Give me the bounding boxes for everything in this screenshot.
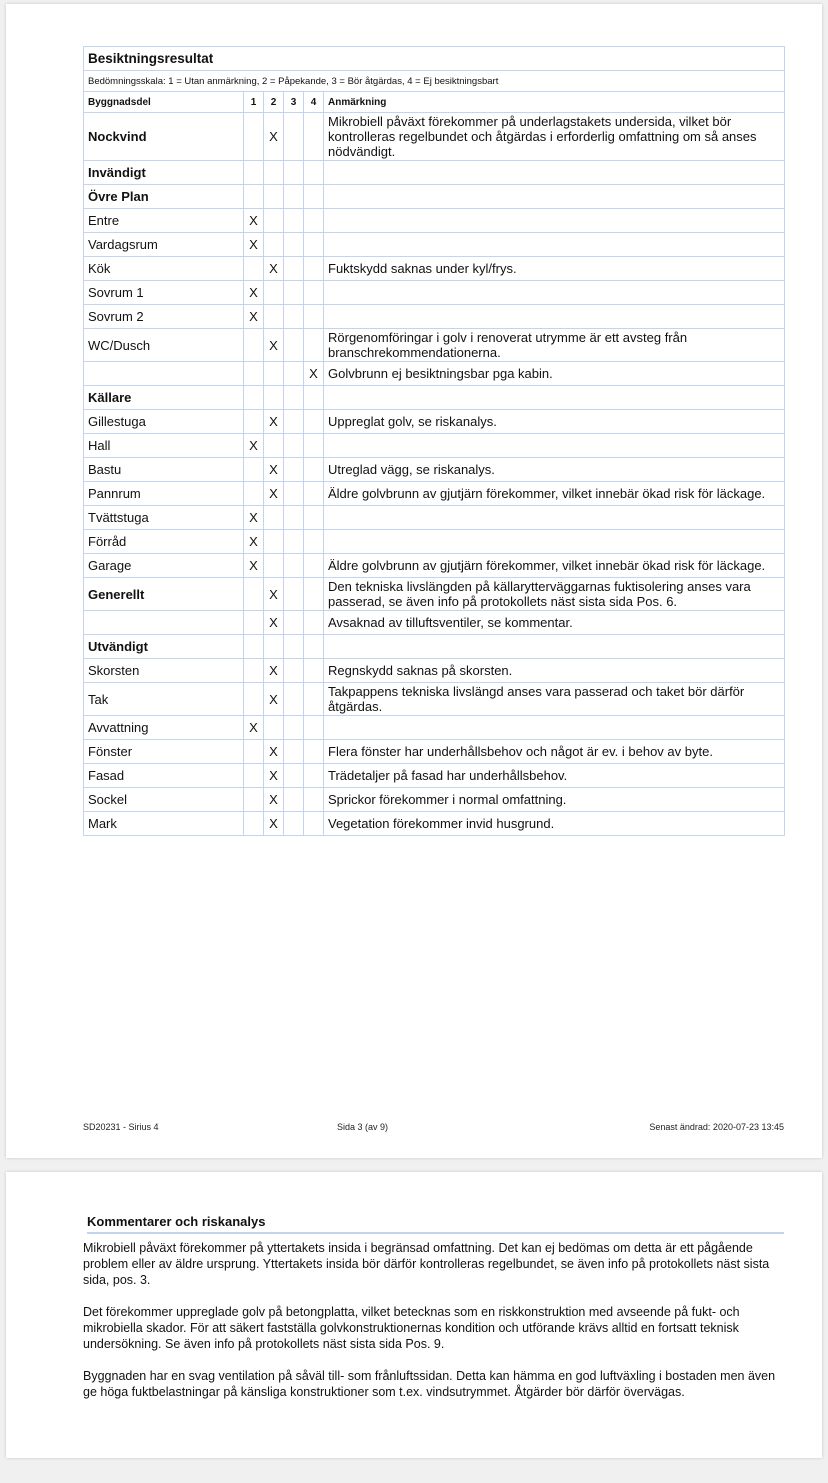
table-row — [84, 578, 785, 611]
building-part-cell: Fasad — [84, 764, 244, 788]
remark-cell — [324, 386, 785, 410]
comment-paragraph: Byggnaden har en svag ventilation på såväl till- som frånluftssidan. Detta kan hämma en god luftväxling i bostaden men även ge höga fuktbelastningar på känsliga konstruktioner som t.ex. vindsutrymmet. Åtgärder bör därför övervägas. — [83, 1369, 776, 1399]
building-part-cell: Övre Plan — [84, 185, 244, 209]
table-row — [84, 329, 785, 362]
header-rating-3: 3 — [284, 92, 304, 113]
rating-4-cell — [304, 764, 324, 788]
rating-3-cell — [284, 611, 304, 635]
rating-2-cell: X — [264, 257, 284, 281]
rating-4-cell — [304, 233, 324, 257]
rating-2-cell: X — [264, 788, 284, 812]
rating-4-cell — [304, 305, 324, 329]
rating-2-cell: X — [264, 329, 284, 362]
rating-3-cell — [284, 578, 304, 611]
rating-1-cell: X — [244, 716, 264, 740]
rating-4-cell — [304, 788, 324, 812]
remark-cell — [324, 530, 785, 554]
table-row — [84, 740, 785, 764]
building-part-cell: Avvattning — [84, 716, 244, 740]
footer-document-id: SD20231 - Sirius 4 — [83, 1122, 159, 1132]
remark-cell: Golvbrunn ej besiktningsbar pga kabin. — [324, 362, 785, 386]
remark-cell: Utreglad vägg, se riskanalys. — [324, 458, 785, 482]
building-part-cell — [84, 611, 244, 635]
rating-4-cell — [304, 434, 324, 458]
table-row — [84, 482, 785, 506]
header-rating-2: 2 — [264, 92, 284, 113]
header-rating-1: 1 — [244, 92, 264, 113]
header-remark: Anmärkning — [324, 92, 785, 113]
rating-3-cell — [284, 209, 304, 233]
remark-cell: Äldre golvbrunn av gjutjärn förekommer, vilket innebär ökad risk för läckage. — [324, 482, 785, 506]
footer-last-modified: Senast ändrad: 2020-07-23 13:45 — [649, 1122, 784, 1132]
rating-2-cell — [264, 386, 284, 410]
remark-cell — [324, 161, 785, 185]
rating-2-cell: X — [264, 740, 284, 764]
rating-2-cell — [264, 506, 284, 530]
rating-2-cell: X — [264, 113, 284, 161]
rating-1-cell: X — [244, 434, 264, 458]
rating-2-cell — [264, 554, 284, 578]
building-part-cell: Gillestuga — [84, 410, 244, 434]
table-row — [84, 812, 785, 836]
remark-cell: Vegetation förekommer invid husgrund. — [324, 812, 785, 836]
rating-4-cell — [304, 812, 324, 836]
rating-2-cell — [264, 281, 284, 305]
rating-4-cell — [304, 257, 324, 281]
rating-4-cell — [304, 386, 324, 410]
rating-1-cell — [244, 161, 264, 185]
rating-4-cell — [304, 482, 324, 506]
table-row — [84, 233, 785, 257]
rating-1-cell — [244, 788, 264, 812]
rating-3-cell — [284, 740, 304, 764]
rating-3-cell — [284, 281, 304, 305]
table-row — [84, 257, 785, 281]
remark-cell: Flera fönster har underhållsbehov och något är ev. i behov av byte. — [324, 740, 785, 764]
header-building-part: Byggnadsdel — [84, 92, 244, 113]
rating-2-cell: X — [264, 812, 284, 836]
section-title-comments: Kommentarer och riskanalys — [87, 1214, 784, 1234]
rating-2-cell — [264, 635, 284, 659]
rating-4-cell — [304, 281, 324, 305]
rating-3-cell — [284, 386, 304, 410]
rating-1-cell: X — [244, 530, 264, 554]
remark-cell: Den tekniska livslängden på källarytterväggarnas fuktisolering anses vara passerad, se även info på protokollets näst sista sida Pos. 6. — [324, 578, 785, 611]
rating-1-cell — [244, 329, 264, 362]
table-row — [84, 458, 785, 482]
building-part-cell: Bastu — [84, 458, 244, 482]
rating-2-cell: X — [264, 611, 284, 635]
rating-1-cell — [244, 386, 264, 410]
table-row — [84, 683, 785, 716]
rating-3-cell — [284, 530, 304, 554]
table-row — [84, 209, 785, 233]
header-rating-4: 4 — [304, 92, 324, 113]
rating-3-cell — [284, 788, 304, 812]
rating-4-cell — [304, 683, 324, 716]
rating-1-cell — [244, 185, 264, 209]
document-page-3 — [6, 4, 822, 1158]
building-part-cell: WC/Dusch — [84, 329, 244, 362]
rating-4-cell — [304, 185, 324, 209]
rating-2-cell: X — [264, 764, 284, 788]
rating-4-cell: X — [304, 362, 324, 386]
rating-2-cell — [264, 716, 284, 740]
remark-cell — [324, 434, 785, 458]
table-row — [84, 185, 785, 209]
rating-1-cell: X — [244, 281, 264, 305]
rating-3-cell — [284, 410, 304, 434]
rating-1-cell — [244, 812, 264, 836]
rating-1-cell: X — [244, 305, 264, 329]
building-part-cell: Sovrum 1 — [84, 281, 244, 305]
remark-cell: Trädetaljer på fasad har underhållsbehov. — [324, 764, 785, 788]
remark-cell — [324, 635, 785, 659]
rating-scale-legend: Bedömningsskala: 1 = Utan anmärkning, 2 = Påpekande, 3 = Bör åtgärdas, 4 = Ej besiktningsbart — [84, 71, 785, 92]
rating-3-cell — [284, 233, 304, 257]
rating-1-cell — [244, 764, 264, 788]
rating-3-cell — [284, 482, 304, 506]
rating-2-cell — [264, 530, 284, 554]
rating-1-cell — [244, 578, 264, 611]
rating-4-cell — [304, 635, 324, 659]
building-part-cell: Källare — [84, 386, 244, 410]
table-row — [84, 764, 785, 788]
rating-3-cell — [284, 185, 304, 209]
building-part-cell: Pannrum — [84, 482, 244, 506]
table-row — [84, 506, 785, 530]
rating-4-cell — [304, 458, 324, 482]
building-part-cell: Invändigt — [84, 161, 244, 185]
rating-2-cell — [264, 362, 284, 386]
table-row — [84, 386, 785, 410]
rating-4-cell — [304, 113, 324, 161]
rating-4-cell — [304, 329, 324, 362]
remark-cell: Rörgenomföringar i golv i renoverat utrymme är ett avsteg från branschrekommendationerna. — [324, 329, 785, 362]
rating-3-cell — [284, 458, 304, 482]
rating-3-cell — [284, 683, 304, 716]
rating-4-cell — [304, 578, 324, 611]
rating-2-cell — [264, 305, 284, 329]
remark-cell: Fuktskydd saknas under kyl/frys. — [324, 257, 785, 281]
rating-3-cell — [284, 659, 304, 683]
rating-3-cell — [284, 161, 304, 185]
inspection-results-table — [83, 46, 785, 836]
rating-3-cell — [284, 113, 304, 161]
table-row — [84, 611, 785, 635]
building-part-cell — [84, 362, 244, 386]
table-title: Besiktningsresultat — [84, 47, 785, 71]
building-part-cell: Hall — [84, 434, 244, 458]
comment-paragraph: Det förekommer uppreglade golv på betongplatta, vilket betecknas som en riskkonstruktion med avseende på fukt- och mikrobiella skador. För att säkert fastställa golvkonstruktionernas kondition och utförande krävs alltid en fortsatt teknisk undersökning. Se även info på protokollets näst sista sida Pos. 9. — [83, 1305, 740, 1351]
building-part-cell: Kök — [84, 257, 244, 281]
rating-2-cell: X — [264, 458, 284, 482]
rating-3-cell — [284, 362, 304, 386]
rating-4-cell — [304, 209, 324, 233]
remark-cell — [324, 716, 785, 740]
table-row — [84, 434, 785, 458]
building-part-cell: Entre — [84, 209, 244, 233]
remark-cell — [324, 233, 785, 257]
rating-2-cell: X — [264, 410, 284, 434]
rating-1-cell — [244, 740, 264, 764]
footer-page-number: Sida 3 (av 9) — [337, 1122, 389, 1132]
document-page-4 — [6, 1172, 822, 1458]
table-row — [84, 716, 785, 740]
table-row — [84, 659, 785, 683]
table-row — [84, 113, 785, 161]
rating-3-cell — [284, 554, 304, 578]
rating-3-cell — [284, 764, 304, 788]
rating-4-cell — [304, 530, 324, 554]
building-part-cell: Fönster — [84, 740, 244, 764]
rating-3-cell — [284, 716, 304, 740]
table-header-row — [84, 92, 785, 113]
remark-cell — [324, 185, 785, 209]
table-row — [84, 635, 785, 659]
table-row — [84, 161, 785, 185]
table-row — [84, 281, 785, 305]
rating-4-cell — [304, 659, 324, 683]
rating-1-cell — [244, 482, 264, 506]
rating-1-cell — [244, 257, 264, 281]
building-part-cell: Sovrum 2 — [84, 305, 244, 329]
table-title-row — [84, 47, 785, 71]
rating-2-cell — [264, 434, 284, 458]
rating-1-cell: X — [244, 506, 264, 530]
remark-cell — [324, 506, 785, 530]
rating-2-cell — [264, 209, 284, 233]
rating-2-cell: X — [264, 578, 284, 611]
rating-2-cell — [264, 233, 284, 257]
rating-3-cell — [284, 506, 304, 530]
rating-2-cell: X — [264, 683, 284, 716]
rating-1-cell: X — [244, 554, 264, 578]
rating-4-cell — [304, 611, 324, 635]
building-part-cell: Garage — [84, 554, 244, 578]
building-part-cell: Mark — [84, 812, 244, 836]
rating-1-cell — [244, 635, 264, 659]
rating-3-cell — [284, 635, 304, 659]
building-part-cell: Nockvind — [84, 113, 244, 161]
remark-cell: Uppreglat golv, se riskanalys. — [324, 410, 785, 434]
building-part-cell: Sockel — [84, 788, 244, 812]
building-part-cell: Tvättstuga — [84, 506, 244, 530]
rating-1-cell: X — [244, 233, 264, 257]
building-part-cell: Förråd — [84, 530, 244, 554]
remark-cell: Sprickor förekommer i normal omfattning. — [324, 788, 785, 812]
rating-4-cell — [304, 161, 324, 185]
table-row — [84, 362, 785, 386]
comment-paragraph: Mikrobiell påväxt förekommer på yttertakets insida i begränsad omfattning. Det kan ej bedömas om detta är ett pågående problem eller av äldre ursprung. Yttertakets insida bör därför kontrolleras regelbundet, se även info på protokollets näst sista sida, pos. 3. — [83, 1241, 770, 1287]
rating-1-cell — [244, 362, 264, 386]
rating-scale-row — [84, 71, 785, 92]
rating-4-cell — [304, 554, 324, 578]
rating-1-cell — [244, 458, 264, 482]
remark-cell — [324, 209, 785, 233]
rating-1-cell — [244, 659, 264, 683]
building-part-cell: Tak — [84, 683, 244, 716]
rating-1-cell: X — [244, 209, 264, 233]
building-part-cell: Vardagsrum — [84, 233, 244, 257]
building-part-cell: Skorsten — [84, 659, 244, 683]
remark-cell: Avsaknad av tilluftsventiler, se kommentar. — [324, 611, 785, 635]
rating-1-cell — [244, 611, 264, 635]
rating-3-cell — [284, 812, 304, 836]
table-row — [84, 305, 785, 329]
rating-4-cell — [304, 506, 324, 530]
rating-3-cell — [284, 329, 304, 362]
rating-2-cell: X — [264, 482, 284, 506]
table-row — [84, 410, 785, 434]
rating-3-cell — [284, 434, 304, 458]
remark-cell: Äldre golvbrunn av gjutjärn förekommer, vilket innebär ökad risk för läckage. — [324, 554, 785, 578]
table-row — [84, 530, 785, 554]
rating-1-cell — [244, 410, 264, 434]
rating-4-cell — [304, 740, 324, 764]
rating-2-cell — [264, 161, 284, 185]
remark-cell — [324, 281, 785, 305]
table-row — [84, 788, 785, 812]
building-part-cell: Generellt — [84, 578, 244, 611]
rating-4-cell — [304, 410, 324, 434]
rating-4-cell — [304, 716, 324, 740]
rating-3-cell — [284, 257, 304, 281]
rating-3-cell — [284, 305, 304, 329]
remark-cell — [324, 305, 785, 329]
rating-1-cell — [244, 113, 264, 161]
table-row — [84, 554, 785, 578]
remark-cell: Mikrobiell påväxt förekommer på underlagstakets undersida, vilket bör kontrolleras regelbundet och åtgärdas i erforderlig omfattning om så anses nödvändigt. — [324, 113, 785, 161]
rating-2-cell — [264, 185, 284, 209]
remark-cell: Takpappens tekniska livslängd anses vara passerad och taket bör därför åtgärdas. — [324, 683, 785, 716]
building-part-cell: Utvändigt — [84, 635, 244, 659]
remark-cell: Regnskydd saknas på skorsten. — [324, 659, 785, 683]
rating-2-cell: X — [264, 659, 284, 683]
rating-1-cell — [244, 683, 264, 716]
